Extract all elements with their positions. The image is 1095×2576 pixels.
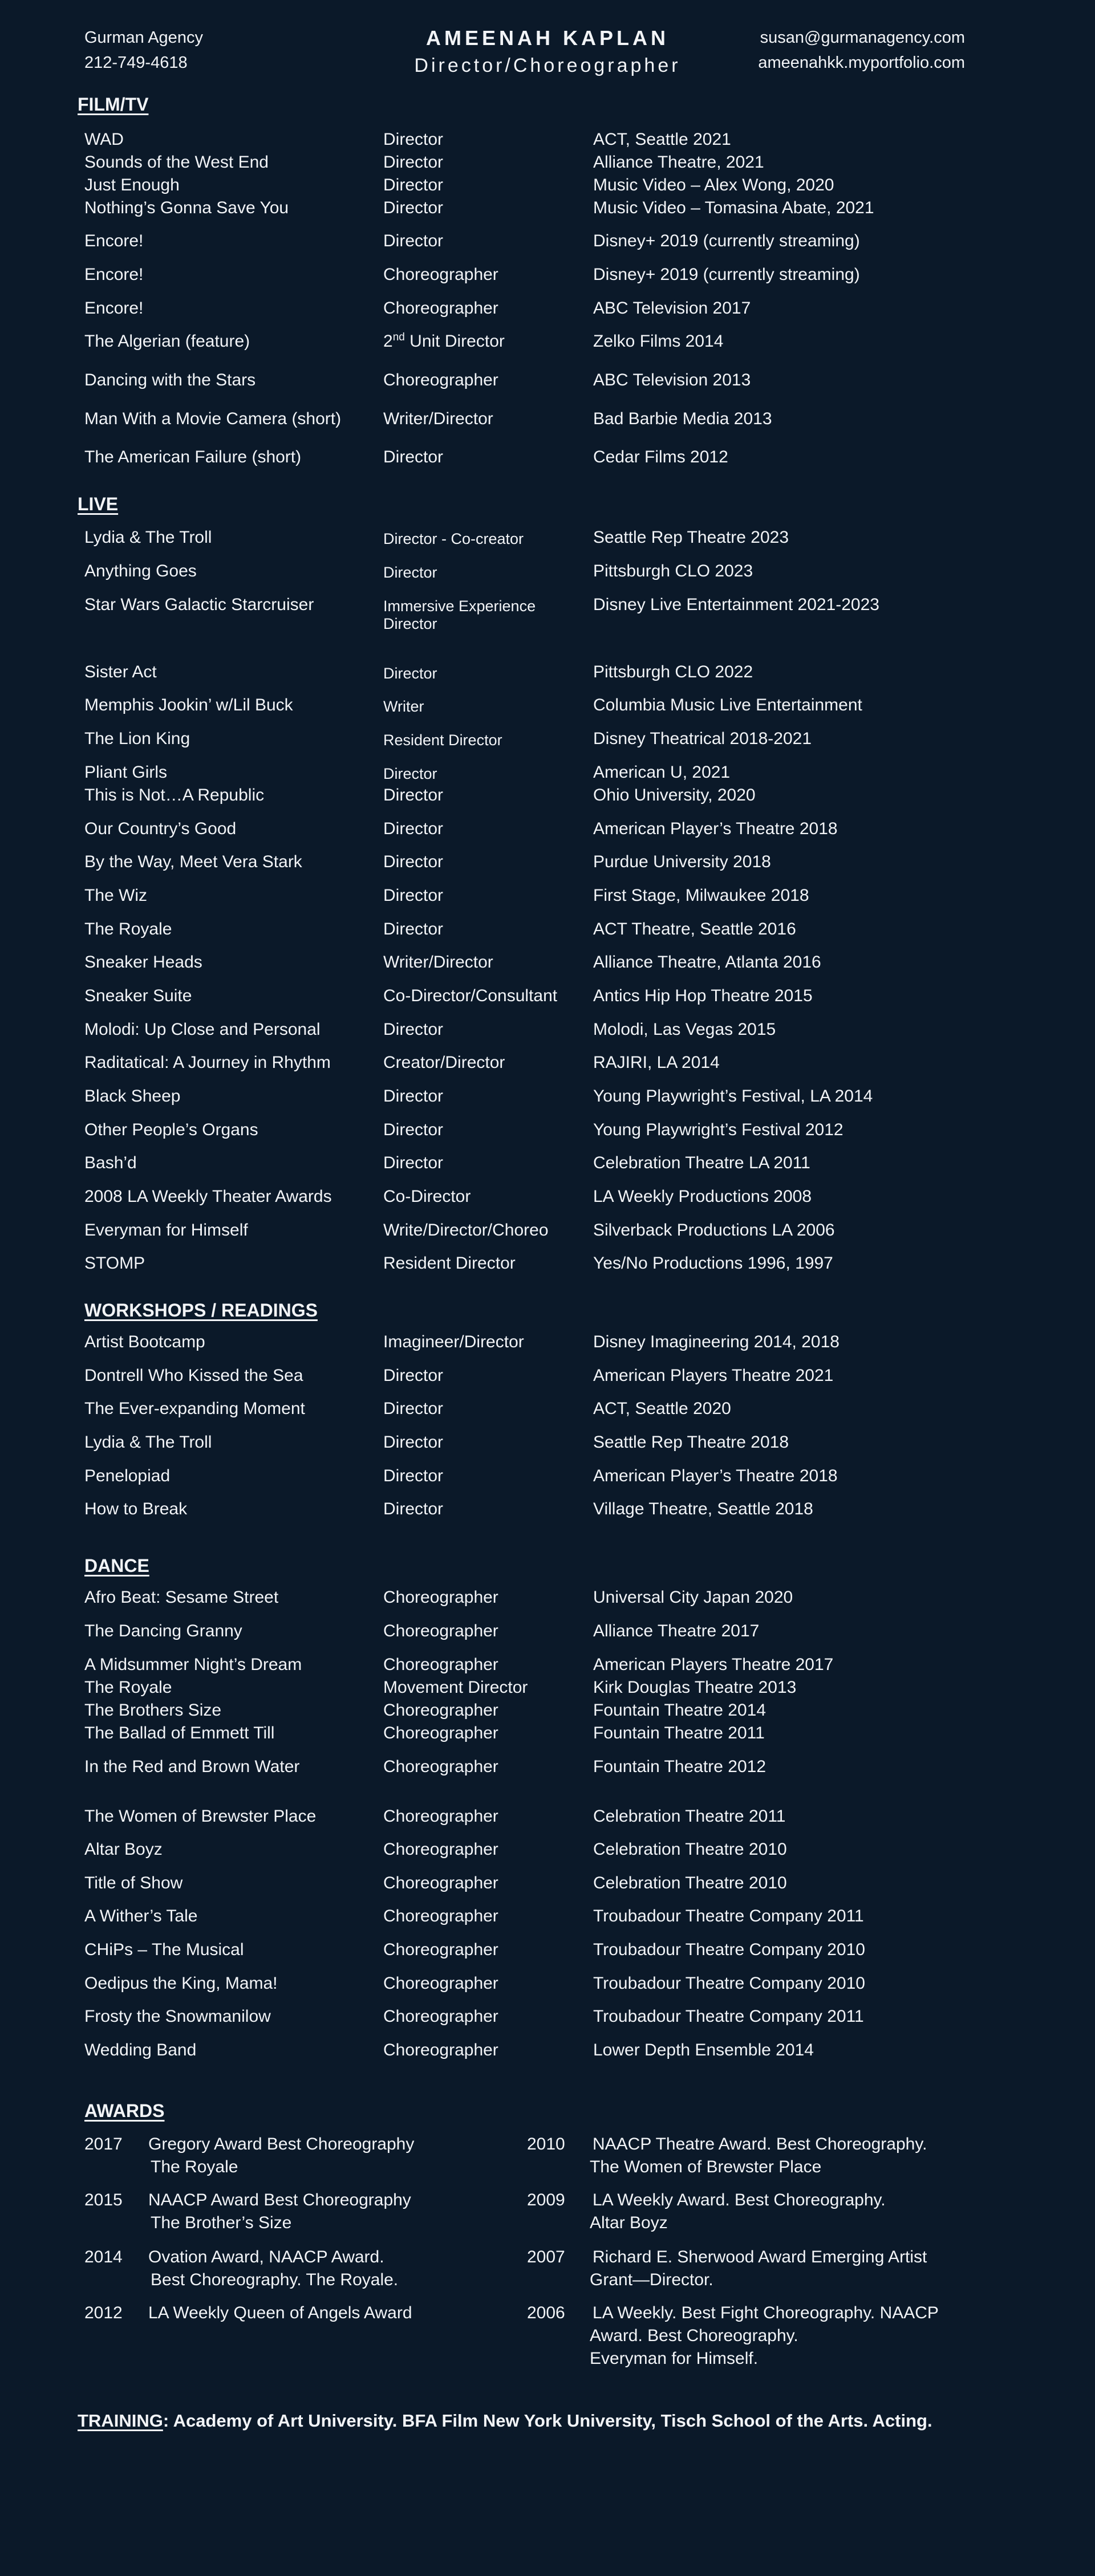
credit-title: Encore! [84,299,144,318]
film-tv-heading: FILM/TV [78,94,149,115]
role-text: Immersive Experience [383,598,536,615]
role-text: Choreographer [383,265,498,284]
credit-role [383,1399,443,1419]
credit-role [383,265,498,285]
credit-title: The Lion King [84,729,190,748]
credit-role [383,332,505,351]
credit-role [383,1120,443,1140]
award-detail: Best Choreography. The Royale. [151,2270,399,2289]
credit-title: 2008 LA Weekly Theater Awards [84,1187,332,1206]
credit-role [383,953,493,972]
credit-venue: Music Video – Alex Wong, 2020 [593,176,834,194]
credit-role [383,1678,528,1697]
award-detail: The Brother’s Size [151,2213,292,2232]
credit-role [383,448,443,467]
credit-venue: ABC Television 2013 [593,371,751,389]
credit-role [383,1874,498,1893]
credit-title: Sounds of the West End [84,153,269,172]
credit-title: Frosty the Snowmanilow [84,2007,271,2026]
award-detail: Grant—Director. [590,2270,713,2289]
credit-title: Wedding Band [84,2041,197,2059]
credit-venue: Troubadour Theatre Company 2010 [593,1940,865,1959]
role-text: Director [383,564,437,581]
role-text: Choreographer [383,1840,498,1859]
role-text-line2: Director [383,615,437,632]
credit-venue: Alliance Theatre, 2021 [593,153,764,172]
role-text: Director [383,1087,444,1106]
credit-title: This is Not…A Republic [84,786,265,805]
credit-venue: Purdue University 2018 [593,852,771,871]
credit-title: In the Red and Brown Water [84,1757,300,1776]
role-text: Director - Co-creator [383,530,524,547]
award-year: 2014 [84,2248,123,2266]
credit-title: Oedipus the King, Mama! [84,1974,278,1993]
award-year: 2010 [527,2135,565,2154]
role-text: Writer/Director [383,409,493,428]
credit-role [383,1807,498,1826]
role-text: Unit Director [404,332,505,351]
credit-title: By the Way, Meet Vera Stark [84,852,302,871]
credit-role [383,1840,498,1859]
role-text: Choreographer [383,1622,498,1640]
live-heading: LIVE [78,494,119,514]
credit-title: The American Failure (short) [84,448,302,466]
credit-role [383,1466,443,1486]
role-ordinal-suffix: nd [392,331,405,343]
award-title: Ovation Award, NAACP Award. [148,2248,384,2266]
credit-title: Bash’d [84,1153,137,1172]
workshops-heading: WORKSHOPS / READINGS [84,1300,318,1320]
credit-role [383,198,443,218]
award-year: 2009 [527,2191,565,2209]
credit-title: The Royale [84,1678,172,1697]
credit-venue: American Player’s Theatre 2018 [593,1466,838,1485]
role-text: Imagineer/Director [383,1332,524,1351]
training-nyu: New York University, Tisch School of the Arts. Acting. [478,2411,932,2431]
credit-role [383,1221,549,1240]
person-title: Director/Choreographer [414,55,681,76]
credit-role [383,1153,443,1173]
personal-contact [758,25,965,75]
credit-venue: Fountain Theatre 2012 [593,1757,766,1776]
role-text: Choreographer [383,1757,498,1776]
credit-role [383,130,443,149]
role-text: Director [383,1466,444,1485]
role-text: Choreographer [383,371,498,389]
credit-venue: Seattle Rep Theatre 2023 [593,528,789,547]
credit-title: Dontrell Who Kissed the Sea [84,1366,303,1385]
role-text: Director [383,765,437,782]
award-title: NAACP Award Best Choreography [148,2191,411,2209]
training-label: TRAINING [78,2411,163,2431]
agency-phone: 212-749-4618 [84,54,188,72]
credit-venue: Universal City Japan 2020 [593,1588,793,1607]
credit-venue: American Player’s Theatre 2018 [593,819,838,838]
credit-title: The Algerian (feature) [84,332,250,351]
role-text: Choreographer [383,2007,498,2026]
credit-title: The Dancing Granny [84,1622,242,1640]
credit-title: Memphis Jookin’ w/Lil Buck [84,696,293,714]
role-text: Director [383,448,444,466]
credit-role [383,1907,498,1926]
credit-role [383,153,443,172]
award-title: Gregory Award Best Choreography [148,2135,415,2154]
credit-title: Penelopiad [84,1466,171,1485]
credit-venue: Disney Imagineering 2014, 2018 [593,1332,840,1351]
role-text: Write/Director/Choreo [383,1221,549,1240]
credit-role [383,786,443,805]
credit-title: The Brothers Size [84,1701,222,1720]
credit-role [383,1724,498,1743]
credit-venue: Pittsburgh CLO 2023 [593,562,753,580]
credit-title: A Wither’s Tale [84,1907,198,1925]
role-text: Creator/Director [383,1053,505,1072]
role-text: Director [383,176,444,194]
role-text: Choreographer [383,1588,498,1607]
award-detail: The Royale [151,2157,238,2176]
role-text: Choreographer [383,1874,498,1892]
credit-role [383,920,443,939]
training-line [78,2411,932,2431]
credit-role [383,1020,443,1039]
role-text: Choreographer [383,1655,498,1674]
credit-venue: Silverback Productions LA 2006 [593,1221,835,1240]
role-text: Director [383,786,444,805]
training-bfa: : Academy of Art University. BFA Film [163,2411,478,2431]
award-detail-line3: Everyman for Himself. [590,2349,759,2368]
credit-role [383,409,493,429]
credit-venue: Celebration Theatre 2010 [593,1874,787,1892]
role-text: Movement Director [383,1678,528,1697]
credit-title: Encore! [84,231,144,250]
role-text: Director [383,231,444,250]
role-text: Choreographer [383,1807,498,1826]
role-text: Resident Director [383,732,502,749]
credit-role [383,1053,505,1072]
credit-title: Raditatical: A Journey in Rhythm [84,1053,331,1072]
credit-title: How to Break [84,1500,188,1518]
credit-title: Anything Goes [84,562,197,580]
credit-venue: American U, 2021 [593,763,731,782]
credit-title: Sneaker Heads [84,953,202,972]
award-detail: The Women of Brewster Place [590,2157,822,2176]
credit-venue: Troubadour Theatre Company 2011 [593,2007,864,2026]
credit-venue: Troubadour Theatre Company 2011 [593,1907,864,1925]
role-text: Director [383,886,444,905]
role-text: Director [383,130,444,149]
credit-role [383,1332,524,1352]
credit-venue: Yes/No Productions 1996, 1997 [593,1254,833,1273]
award-detail: Altar Boyz [590,2213,668,2232]
credit-title: Everyman for Himself [84,1221,248,1240]
credit-venue: Pittsburgh CLO 2022 [593,663,753,681]
credit-role [383,665,437,682]
credit-role [383,2041,498,2060]
credit-title: Sneaker Suite [84,986,192,1005]
credit-title: Artist Bootcamp [84,1332,205,1351]
credit-venue: American Players Theatre 2017 [593,1655,834,1674]
credit-role [383,1974,498,1993]
credit-venue: Ohio University, 2020 [593,786,756,805]
credit-venue: Columbia Music Live Entertainment [593,696,862,714]
credit-venue: Alliance Theatre, Atlanta 2016 [593,953,821,972]
role-text: Choreographer [383,1701,498,1720]
credit-venue: RAJIRI, LA 2014 [593,1053,720,1072]
credit-title: Altar Boyz [84,1840,163,1859]
role-text: Choreographer [383,299,498,318]
role-text: Director [383,1366,444,1385]
award-title: NAACP Theatre Award. Best Choreography. [593,2135,927,2154]
credit-role [383,1622,498,1641]
credit-title: The Women of Brewster Place [84,1807,317,1826]
credit-venue: Zelko Films 2014 [593,332,724,351]
credit-role [383,299,498,318]
credit-role [383,371,498,390]
role-text: Director [383,198,444,217]
credit-title: The Ever-expanding Moment [84,1399,305,1418]
credit-role [383,1701,498,1720]
credit-title: STOMP [84,1254,145,1273]
credit-venue: Young Playwright’s Festival 2012 [593,1120,843,1139]
credit-venue: Celebration Theatre 2010 [593,1840,787,1859]
credit-title: The Ballad of Emmett Till [84,1724,275,1742]
credit-venue: Disney Theatrical 2018-2021 [593,729,812,748]
credit-venue: Disney+ 2019 (currently streaming) [593,231,860,250]
role-text: Writer/Director [383,953,493,972]
credit-role [383,1588,498,1607]
credit-venue: Music Video – Tomasina Abate, 2021 [593,198,874,217]
credit-title: Star Wars Galactic Starcruiser [84,595,314,614]
credit-title: The Wiz [84,886,148,905]
credit-venue: Bad Barbie Media 2013 [593,409,772,428]
award-year: 2006 [527,2303,565,2322]
credit-role [383,1433,443,1452]
role-text: Choreographer [383,1974,498,1993]
role-text: Director [383,920,444,938]
role-text: Director [383,1153,444,1172]
role-text: Director [383,852,444,871]
role-text: Director [383,819,444,838]
role-text: Resident Director [383,1254,516,1273]
role-text: Director [383,1500,444,1518]
credit-role [383,1187,471,1206]
credit-role [383,1655,498,1675]
role-text: Co-Director [383,1187,471,1206]
role-text: Director [383,1120,444,1139]
awards-heading: AWARDS [84,2100,165,2121]
credit-title: WAD [84,130,124,149]
award-year: 2017 [84,2135,123,2154]
role-text: Writer [383,698,424,715]
email-link[interactable]: susan@gurmanagency.com [760,29,965,47]
dance-heading: DANCE [84,1555,149,1576]
credit-title: Black Sheep [84,1087,181,1106]
person-name: AMEENAH KAPLAN [426,26,669,50]
credit-title: Lydia & The Troll [84,528,212,547]
credit-role [383,732,502,749]
role-text: Co-Director/Consultant [383,986,558,1005]
credit-role [383,886,443,905]
credit-title: Sister Act [84,663,157,681]
credit-venue: Young Playwright’s Festival, LA 2014 [593,1087,873,1106]
credit-title: Our Country’s Good [84,819,237,838]
credit-venue: Troubadour Theatre Company 2010 [593,1974,865,1993]
credit-venue: LA Weekly Productions 2008 [593,1187,812,1206]
credit-venue: Molodi, Las Vegas 2015 [593,1020,776,1039]
credit-title: Dancing with the Stars [84,371,256,389]
credit-venue: Alliance Theatre 2017 [593,1622,760,1640]
award-year: 2015 [84,2191,123,2209]
credit-venue: ACT, Seattle 2021 [593,130,731,149]
credit-venue: Fountain Theatre 2014 [593,1701,766,1720]
credit-role [383,1757,498,1777]
credit-title: CHiPs – The Musical [84,1940,244,1959]
credit-role [383,530,524,548]
credit-venue: Lower Depth Ensemble 2014 [593,2041,814,2059]
website-link[interactable]: ameenahkk.myportfolio.com [758,54,965,72]
credit-venue: ABC Television 2017 [593,299,751,318]
credit-role [383,986,557,1006]
credit-title: Lydia & The Troll [84,1433,212,1452]
credit-title: Pliant Girls [84,763,168,782]
credit-role [383,176,443,195]
award-year: 2007 [527,2248,565,2266]
role-text: Director [383,1399,444,1418]
role-ordinal: 2 [383,332,393,351]
award-title: LA Weekly Queen of Angels Award [148,2303,412,2322]
credit-title: Other People’s Organs [84,1120,258,1139]
credit-venue: First Stage, Milwaukee 2018 [593,886,809,905]
credit-role [383,765,437,783]
credit-venue: Celebration Theatre LA 2011 [593,1153,810,1172]
award-title: LA Weekly Award. Best Choreography. [593,2191,886,2209]
credit-venue: Disney Live Entertainment 2021-2023 [593,595,879,614]
credit-role [383,1500,443,1519]
credit-title: Man With a Movie Camera (short) [84,409,342,428]
award-year: 2012 [84,2303,123,2322]
credit-venue: American Players Theatre 2021 [593,1366,834,1385]
credit-venue: ACT, Seattle 2020 [593,1399,731,1418]
credit-role [383,598,536,633]
award-title: LA Weekly. Best Fight Choreography. NAACP [593,2303,939,2322]
credit-venue: Fountain Theatre 2011 [593,1724,765,1742]
credit-role [383,698,424,716]
credit-title: Just Enough [84,176,180,194]
credit-title: Molodi: Up Close and Personal [84,1020,321,1039]
credit-role [383,1254,516,1273]
role-text: Choreographer [383,1724,498,1742]
credit-role [383,1087,443,1106]
credit-role [383,819,443,839]
agency-name: Gurman Agency [84,29,203,47]
credit-venue: ACT Theatre, Seattle 2016 [593,920,796,938]
role-text: Choreographer [383,2041,498,2059]
credit-title: Title of Show [84,1874,183,1892]
role-text: Director [383,665,437,682]
credit-title: Encore! [84,265,144,284]
credit-venue: Disney+ 2019 (currently streaming) [593,265,860,284]
role-text: Choreographer [383,1907,498,1925]
role-text: Director [383,153,444,172]
credit-title: A Midsummer Night’s Dream [84,1655,302,1674]
credit-role [383,564,437,582]
credit-role [383,231,443,251]
award-detail: Award. Best Choreography. [590,2326,798,2345]
credit-title: The Royale [84,920,172,938]
credit-role [383,1366,443,1385]
credit-venue: Cedar Films 2012 [593,448,728,466]
award-title: Richard E. Sherwood Award Emerging Artist [593,2248,927,2266]
credit-venue: Village Theatre, Seattle 2018 [593,1500,813,1518]
role-text: Choreographer [383,1940,498,1959]
credit-role [383,1940,498,1960]
credit-venue: Antics Hip Hop Theatre 2015 [593,986,813,1005]
credit-title: Nothing’s Gonna Save You [84,198,289,217]
credit-role [383,2007,498,2026]
credit-role [383,852,443,872]
credit-venue: Kirk Douglas Theatre 2013 [593,1678,797,1697]
role-text: Director [383,1433,444,1452]
credit-title: Afro Beat: Sesame Street [84,1588,279,1607]
credit-venue: Celebration Theatre 2011 [593,1807,786,1826]
role-text: Director [383,1020,444,1039]
credit-venue: Seattle Rep Theatre 2018 [593,1433,789,1452]
